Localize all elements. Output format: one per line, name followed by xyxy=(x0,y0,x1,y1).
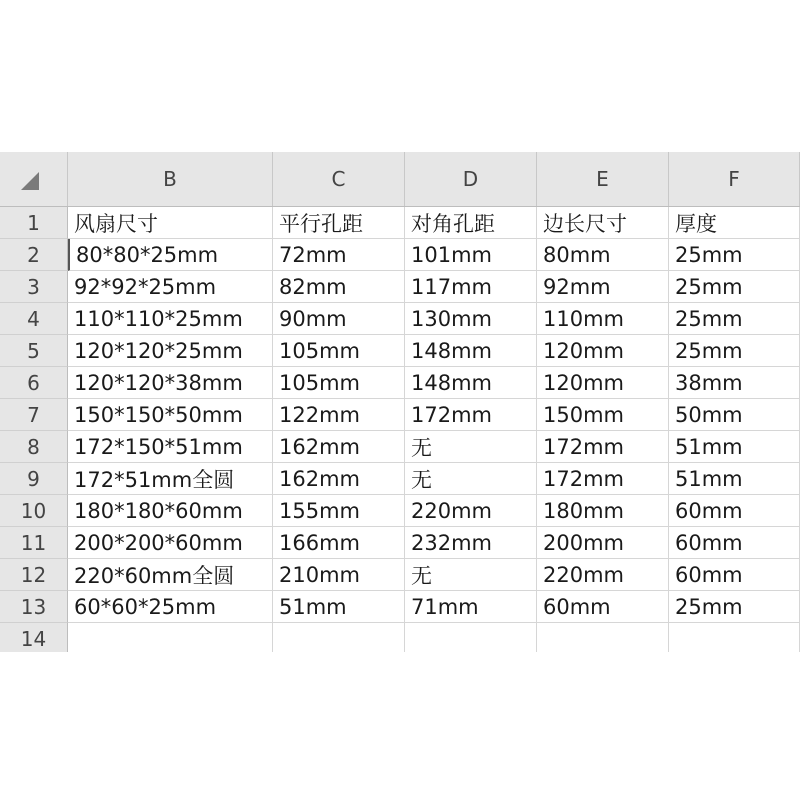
cell[interactable]: 71mm xyxy=(405,591,537,623)
cell[interactable]: 180*180*60mm xyxy=(68,495,273,527)
cell[interactable]: 172*150*51mm xyxy=(68,431,273,463)
cell[interactable]: 200mm xyxy=(537,527,669,559)
row-header[interactable]: 6 xyxy=(0,367,68,399)
cell[interactable]: 38mm xyxy=(669,367,800,399)
row-header[interactable]: 8 xyxy=(0,431,68,463)
cell[interactable]: 60*60*25mm xyxy=(68,591,273,623)
cell[interactable] xyxy=(405,623,537,652)
cell[interactable]: 60mm xyxy=(669,559,800,591)
cell[interactable]: 166mm xyxy=(273,527,405,559)
cell[interactable]: 82mm xyxy=(273,271,405,303)
cell[interactable]: 210mm xyxy=(273,559,405,591)
cell[interactable]: 220*60mm全圆 xyxy=(68,559,273,591)
cell[interactable]: 172*51mm全圆 xyxy=(68,463,273,495)
column-header-D[interactable]: D xyxy=(405,152,537,206)
cell[interactable]: 105mm xyxy=(273,335,405,367)
cell[interactable]: 92mm xyxy=(537,271,669,303)
cell[interactable]: 220mm xyxy=(405,495,537,527)
column-header-E[interactable]: E xyxy=(537,152,669,206)
cell[interactable]: 117mm xyxy=(405,271,537,303)
cell[interactable]: 172mm xyxy=(537,431,669,463)
cell[interactable]: 边长尺寸 xyxy=(537,207,669,239)
row-header[interactable]: 12 xyxy=(0,559,68,591)
cell[interactable]: 92*92*25mm xyxy=(68,271,273,303)
cell[interactable]: 90mm xyxy=(273,303,405,335)
cell[interactable]: 25mm xyxy=(669,303,800,335)
cell[interactable]: 25mm xyxy=(669,591,800,623)
spreadsheet xyxy=(0,152,800,652)
cell[interactable]: 平行孔距 xyxy=(273,207,405,239)
cell[interactable]: 风扇尺寸 xyxy=(68,207,273,239)
cell[interactable]: 72mm xyxy=(273,239,405,271)
cell[interactable]: 110mm xyxy=(537,303,669,335)
cell[interactable]: 162mm xyxy=(273,463,405,495)
cell[interactable]: 172mm xyxy=(537,463,669,495)
cell[interactable]: 60mm xyxy=(669,527,800,559)
row-header[interactable]: 4 xyxy=(0,303,68,335)
column-header-F[interactable]: F xyxy=(669,152,800,206)
cell[interactable]: 80*80*25mm xyxy=(68,239,273,271)
cell[interactable]: 148mm xyxy=(405,367,537,399)
cell[interactable]: 无 xyxy=(405,431,537,463)
cell[interactable]: 148mm xyxy=(405,335,537,367)
row-header[interactable]: 14 xyxy=(0,623,68,652)
cell[interactable] xyxy=(537,623,669,652)
cell[interactable]: 110*110*25mm xyxy=(68,303,273,335)
cell[interactable]: 51mm xyxy=(669,431,800,463)
cell[interactable]: 180mm xyxy=(537,495,669,527)
cell[interactable]: 101mm xyxy=(405,239,537,271)
cell[interactable]: 122mm xyxy=(273,399,405,431)
row-header[interactable]: 2 xyxy=(0,239,68,271)
cell[interactable]: 200*200*60mm xyxy=(68,527,273,559)
column-header-C[interactable]: C xyxy=(273,152,405,206)
cell[interactable]: 60mm xyxy=(669,495,800,527)
cell[interactable]: 51mm xyxy=(273,591,405,623)
row-header[interactable]: 3 xyxy=(0,271,68,303)
row-header[interactable]: 1 xyxy=(0,207,68,239)
cell[interactable]: 50mm xyxy=(669,399,800,431)
cell[interactable]: 155mm xyxy=(273,495,405,527)
cell[interactable]: 120mm xyxy=(537,367,669,399)
cell[interactable]: 51mm xyxy=(669,463,800,495)
cell[interactable] xyxy=(273,623,405,652)
cell[interactable]: 150*150*50mm xyxy=(68,399,273,431)
column-header-B[interactable]: B xyxy=(68,152,273,206)
cell[interactable]: 无 xyxy=(405,463,537,495)
cell[interactable] xyxy=(68,623,273,652)
cell[interactable]: 120*120*25mm xyxy=(68,335,273,367)
row-header[interactable]: 7 xyxy=(0,399,68,431)
row-header[interactable]: 10 xyxy=(0,495,68,527)
cell[interactable]: 60mm xyxy=(537,591,669,623)
row-header[interactable]: 11 xyxy=(0,527,68,559)
select-all-corner[interactable] xyxy=(0,152,68,206)
cell-grid xyxy=(0,207,800,652)
cell[interactable]: 对角孔距 xyxy=(405,207,537,239)
cell[interactable]: 80mm xyxy=(537,239,669,271)
cell[interactable]: 25mm xyxy=(669,271,800,303)
cell[interactable]: 220mm xyxy=(537,559,669,591)
cell[interactable]: 162mm xyxy=(273,431,405,463)
cell[interactable]: 无 xyxy=(405,559,537,591)
row-header[interactable]: 13 xyxy=(0,591,68,623)
cell[interactable]: 25mm xyxy=(669,239,800,271)
select-all-icon xyxy=(21,172,39,190)
cell[interactable]: 172mm xyxy=(405,399,537,431)
cell[interactable]: 厚度 xyxy=(669,207,800,239)
cell[interactable]: 25mm xyxy=(669,335,800,367)
row-header[interactable]: 5 xyxy=(0,335,68,367)
cell[interactable]: 130mm xyxy=(405,303,537,335)
cell[interactable]: 120*120*38mm xyxy=(68,367,273,399)
cell[interactable]: 120mm xyxy=(537,335,669,367)
cell[interactable]: 150mm xyxy=(537,399,669,431)
row-header[interactable]: 9 xyxy=(0,463,68,495)
cell[interactable]: 105mm xyxy=(273,367,405,399)
cell[interactable] xyxy=(669,623,800,652)
cell[interactable]: 232mm xyxy=(405,527,537,559)
column-header-row xyxy=(0,152,800,207)
